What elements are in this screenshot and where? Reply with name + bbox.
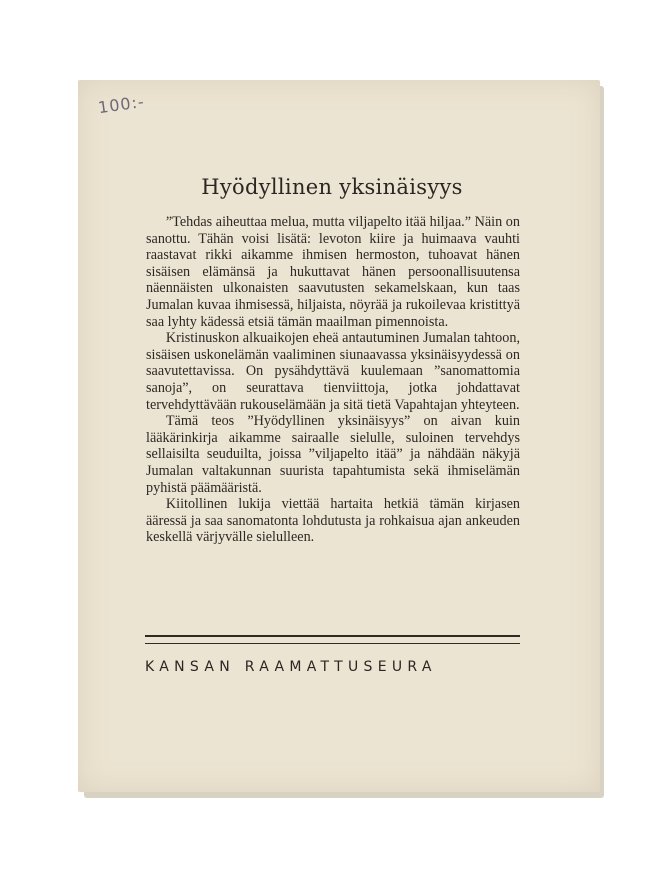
blurb-paragraph-1: ”Tehdas aiheuttaa melua, mutta viljapelto itää hiljaa.” Näin on sanottu. Tähän voisi lisätä: levoton kiire ja huimaava vauhti raastavat rikki aikamme ihmisen hermoston, tuhoavat hänen sisäisen elämänsä ja hukuttavat hänen persoonallisuutensa näennäisten ulkonaisten saavutusten sekamelskaan, kun taas Jumalan kuvaa ihmisessä, hiljaista, nöyrää ja rukoilevaa kristittyä saa lyhty kädessä etsiä tämän maailman pimennoista.: [146, 214, 520, 330]
blurb-text: [146, 214, 520, 546]
blurb-paragraph-4: Kiitollinen lukija viettää hartaita hetkiä tämän kirjasen ääressä ja saa sanomatonta lohdutusta ja rohkaisua ajan ankeuden keskellä värjyvälle sielulleen.: [146, 496, 520, 546]
divider-thin: [145, 643, 520, 644]
blurb-paragraph-3: Tämä teos ”Hyödyllinen yksinäisyys” on aivan kuin lääkärinkirja aikamme sairaalle sielulle, suloinen tervehdys sellaisilta seuduilta, joissa ”viljapelto itää” ja nähdään näkyjä Jumalan valtakunnan suurista tapahtumista sekä ihmiselämän pyhistä päämääristä.: [146, 413, 520, 496]
blurb-paragraph-2: Kristinuskon alkuaikojen eheä antautuminen Jumalan tahtoon, sisäisen uskonelämän vaaliminen siunaavassa yksinäisyydessä on saavutettavissa. On pysähdyttävä kuulemaan ”sanomattomia sanoja”, on seurattava tienviittoja, jotka johdattavat tervehdyttävään rukouselämään ja sitä tietä Vapahtajan yhteyteen.: [146, 330, 520, 413]
publisher-name: KANSAN RAAMATTUSEURA: [145, 659, 437, 675]
divider-thick: [145, 635, 520, 637]
book-title: Hyödyllinen yksinäisyys: [201, 175, 463, 199]
pencil-price-mark: 100:-: [96, 91, 146, 118]
